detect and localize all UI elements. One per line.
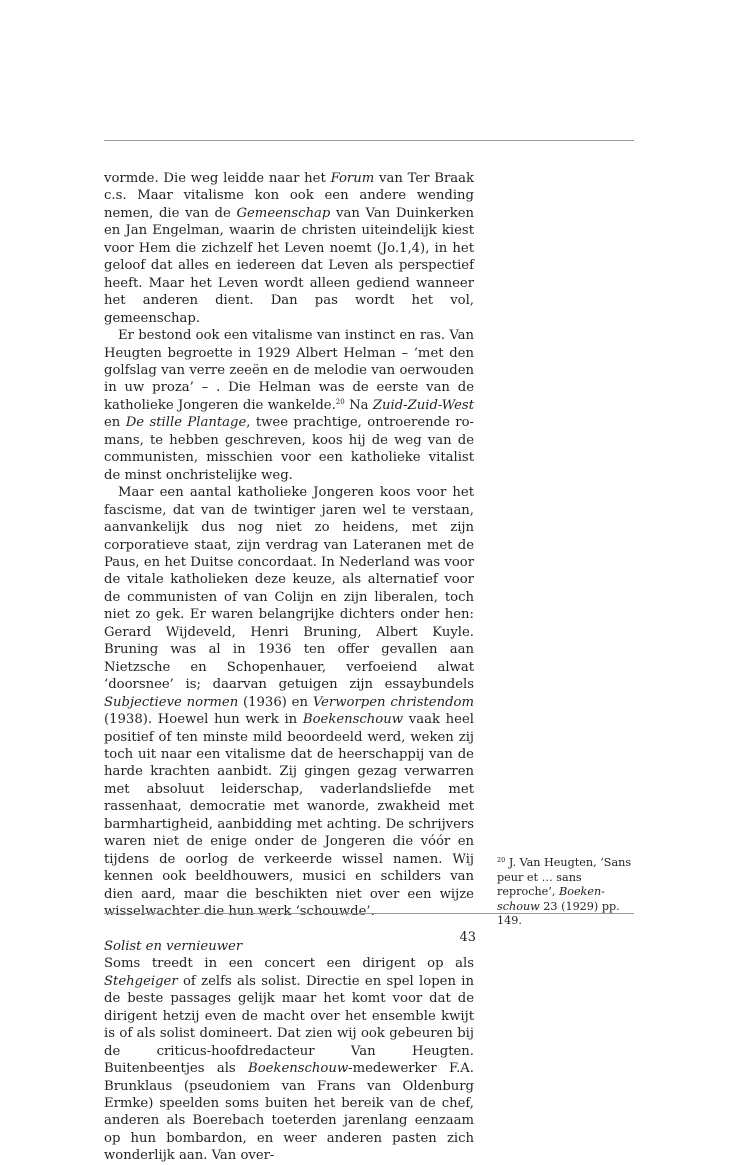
paragraph-1: vormde. Die weg leidde naar het Forum van Ter Braak c.s. Maar vitalisme kon ook een andere wending nemen, die van de Gemeenschap van Van Duinkerken en Jan Engelman, waarin de christen uiteindelijk kiest voor Hem die zichzelf het Leven noemt (Jo.1,4), in het geloof dat alles en iedereen dat Leven als perspectief heeft. Maar het Leven wordt alleen gediend wanneer het anderen dient. Dan pas wordt het vol, gemeenschap. [104, 171, 475, 326]
header-rule [104, 140, 634, 141]
footnote-number: 20 [497, 856, 506, 864]
footer-rule [104, 913, 634, 914]
paragraph-4: Soms treedt in een concert een dirigent op als Stehgeiger of zelfs als solist. Directie en spel lopen in de beste passages gelijk maar het komt voor dat de dirigent hetzij even de macht over het ensemble kwijt is of als solist domineert. Dat zien wij ook gebeuren bij de criticus-hoofdredacteur Van Heugten. Buitenbeentjes als Boekenschouw-medewerker F.A. Brunklaus (pseudoniem van Frans van Oldenburg Ermke) speelden soms buiten het bereik van de chef, anderen als Boerebach toeterden jarenlang eenzaam op hun bombardon, en weer anderen pasten zich wonderlijk aan. Van over- [104, 956, 474, 1164]
footnote-20: $^{20}$ J. Van Heugten, ‘Sans peur et … sans reproche’, Boekenschouw 23 (1929) pp. 149. [497, 856, 632, 928]
paragraph-3: Maar een aantal katholieke Jongeren koos voor het fascisme, dat van de twintiger jaren wel te verstaan, aanvankelijk dus nog niet zo heidens, met zijn corporatieve staat, zijn verdrag van Lateranen met de Paus, en het Duitse concordaat. In Nederland was voor de vitale katholieken deze keuze, als alternatief voor de communisten of van Colijn en zijn liberalen, toch niet zo gek. Er waren belangrijke dichters onder hen: Gerard Wijdeveld, Henri Bruning, Albert Kuyle. Bruning was al in 1936 ten offer gevallen aan Nietzsche en Schopenhauer, verfoeiend alwat ‘doorsnee’ is; daarvan getuigen zijn essaybundels Subjectieve normen (1936) en Verworpen christendom (1938). Hoewel hun werk in Boekenschouw vaak heel positief of ten minste mild beoordeeld werd, weken zij toch uit naar een vitalisme dat de heerschappij van de harde krachten aanbidt. Zij gingen gezag verwarren met absoluut leiderschap, vaderlandsliefde met rassenhaat, democratie met wanorde, zwakheid met barmhartigheid, aanbidding met achting. De schrijvers waren niet de enige onder de Jongeren die vóór en tijdens de oorlog de verkeerde wissel namen. Wij kennen ook beeldhouwers, musici en schilders van dien aard, maar die beschikten niet over een wijze wisselwachter die hun werk ‘schouwde’. [104, 485, 474, 920]
paragraph-2: Er bestond ook een vitalisme van instinct en ras. Van Heugten begroette in 1929 Albert Helman – ‘met den golfslag van verre zeeën en de melodie van oerwouden in uw proza’ – . Die Helman was de eerste van de katholieke Jongeren die wankelde.$^{20}$ Na Zuid-Zuid-West en De stille Plantage, twee prachtige, ontroerende romans, te hebben geschreven, koos hij de weg van de communisten, misschien voor een katholieke vitalist de minst onchristelijke weg. [104, 328, 474, 483]
page-number: 43 [459, 930, 476, 945]
main-text-column [104, 170, 474, 1165]
footnote-reference[interactable]: 20 [335, 397, 345, 406]
section-spacer [104, 920, 474, 937]
section-heading: Solist en vernieuwer [104, 938, 243, 954]
